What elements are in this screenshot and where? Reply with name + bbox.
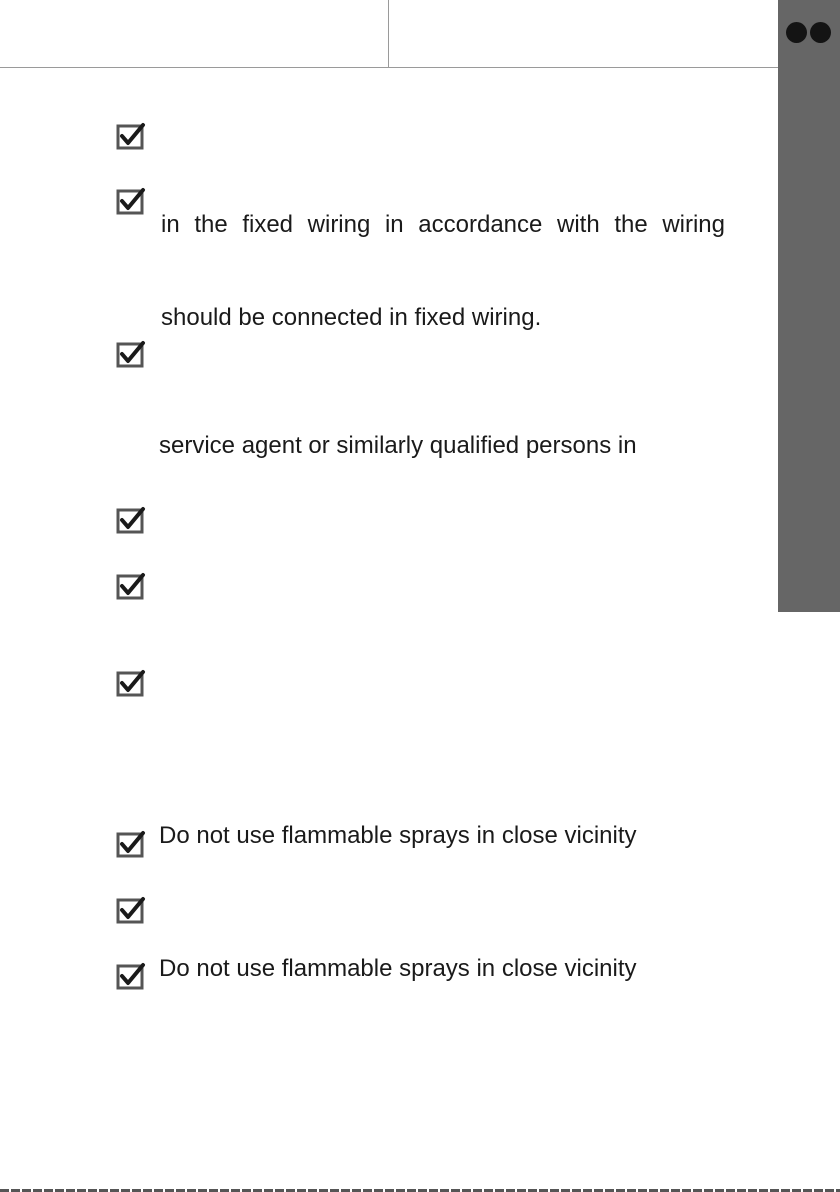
item-9-line-1: Do not use flammable sprays in close vicinity bbox=[159, 955, 637, 982]
item-7-line-1: Do not use flammable sprays in close vicinity bbox=[159, 822, 637, 849]
checkbox-checked-icon[interactable] bbox=[116, 504, 142, 530]
checkbox-checked-icon[interactable] bbox=[116, 570, 142, 596]
tab-dots bbox=[786, 22, 832, 44]
item-2-line-2: should be connected in fixed wiring. bbox=[161, 304, 542, 331]
checkbox-checked-icon[interactable] bbox=[116, 338, 142, 364]
checkbox-checked-icon[interactable] bbox=[116, 185, 142, 211]
item-3-line-1: service agent or similarly qualified persons in bbox=[159, 432, 637, 459]
header-divider bbox=[388, 0, 389, 68]
header-rule bbox=[0, 67, 778, 68]
checkbox-checked-icon[interactable] bbox=[116, 667, 142, 693]
checkbox-checked-icon[interactable] bbox=[116, 120, 142, 146]
item-2-line-1: in the fixed wiring in accordance with the wiring bbox=[161, 211, 725, 238]
checkbox-checked-icon[interactable] bbox=[116, 828, 142, 854]
checkbox-checked-icon[interactable] bbox=[116, 960, 142, 986]
tab-dot-2 bbox=[810, 22, 831, 43]
checkbox-checked-icon[interactable] bbox=[116, 894, 142, 920]
side-tab bbox=[778, 0, 840, 612]
tab-dot-1 bbox=[786, 22, 807, 43]
